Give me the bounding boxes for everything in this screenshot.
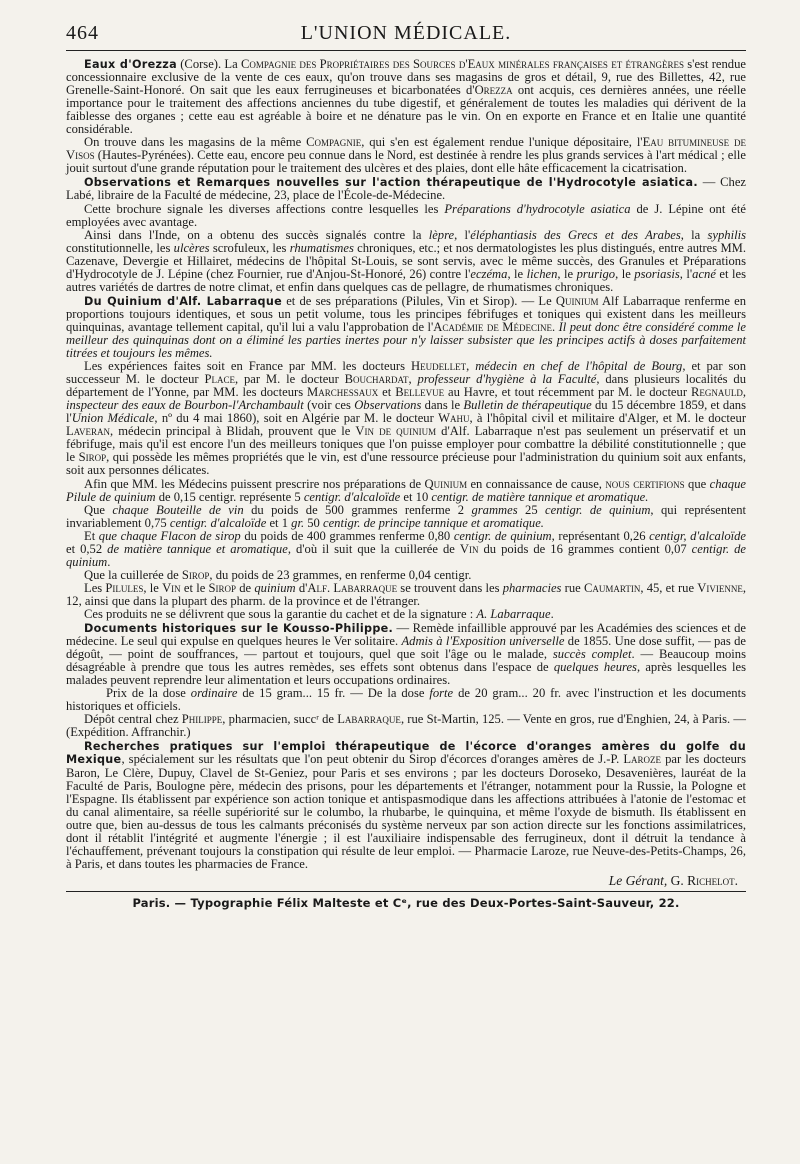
smallcaps: Laroze <box>623 752 662 767</box>
text: d'Alf. Labarraque n'est pas seulement un préservatif et un fébrifuge, mais qu'il est encore l'un des meilleurs toniques que l'on puisse employer pour combattre la débilité constitutionnelle ; que le <box>66 424 746 465</box>
italic: inspecteur des eaux de Bourbon-l'Archambault <box>66 398 304 413</box>
smallcaps: Heudellet <box>410 359 467 374</box>
smallcaps: Pilules <box>105 580 144 595</box>
italic: centigr. d'alcaloïde <box>303 489 401 504</box>
smallcaps: Compagnie des Propriétaires des Sources d'Eaux minérales françaises et étrangères <box>241 57 684 71</box>
smallcaps: Orezza <box>474 83 513 98</box>
text: Cette brochure signale les diverses affections contre lesquelles les <box>84 201 445 216</box>
italic: que chaque Flacon de sirop <box>98 528 241 543</box>
text: Ces produits ne se délivrent que sous la garantie du cachet et de la signature : <box>84 606 477 621</box>
italic: médecin en chef de l'hôpital de Bourg <box>475 359 683 374</box>
text: par les docteurs Baron, Le Clère, Dupuy, Clavel de St-Geniez, pour Paris et ses environs ; par les docteurs Doroseko, Desavenières, lauréat de la Faculté de Paris, Boulogne père, médecin des prisons, pour les départements et l'étranger, notamment pour la Russie, la Pologne et l'Espagne. Ils établissent par expérience son action tonique et antispasmodique dans les affections attribuées à l'atonie de l'estomac et du canal alimentaire, sa réelle supériorité sur le columbo, la rhubarbe, le quinquina, et même l'oxyde de bismuth. Ils établissent en outre que, bien au-dessus de tous les calmants préconisés du système nerveux par son action directe sur les fonctions assimilatrices, dont il rétablit l'intégrité et augmente l'énergie ; il est l'auxiliaire indispensable des ferrugineux, dont il détruit la tendance à l'échauffement, prévenant toujours la constipation qui résulte de leur emploi. — Pharmacie Laroze, rue Neuve-des-Petits-Champs, 26, à Paris, et dans toutes les pharmacies de France. <box>66 752 746 871</box>
paragraph-pharmacies <box>66 582 746 608</box>
footer-rule <box>66 891 746 892</box>
text: , 12, ainsi que dans la plupart des pharm. de la province et de l'étranger. <box>66 580 746 608</box>
text: Alf Labarraque renferme en proportions toujours identiques, et sous un petit volume, tous les principes fébrifuges et toniques qui existent dans les meilleurs quinquinas, avantage tellement capital, qu'il lui a valu l'approbation de l' <box>66 293 746 334</box>
text: , qui possède les mêmes propriétés que le vin, est d'une ressource précieuse pour l'administration du quinium soit aux enfants, soit aux personnes délicates. <box>66 450 746 478</box>
text: de 1855. Une dose suffit, — pas de dégoût, — point de souffrances, — partout et toujours, quel que soit l'âge ou le malade, <box>66 634 746 662</box>
smallcaps: Sirop <box>78 450 107 465</box>
text: , pharmacien, succʳ de <box>222 712 338 727</box>
text: de 20 gram... 20 fr. avec l'instruction et les documents historiques et officiels. <box>66 686 746 714</box>
text: , <box>742 385 746 400</box>
italic: centigr, d'alcaloïde <box>649 528 747 543</box>
text: dans le <box>421 398 464 413</box>
text: et le <box>180 580 209 595</box>
paragraph-experiences <box>66 360 746 477</box>
text: , 45, et rue <box>640 580 698 595</box>
text: du poids de 500 grammes renferme 2 <box>243 502 472 517</box>
text: au Havre, et tout récemment par M. le docteur <box>444 385 691 400</box>
text: Les expériences faites soit en France par MM. les docteurs <box>84 359 411 374</box>
text: Prix de la dose <box>106 686 191 701</box>
italic: gr. <box>291 515 305 530</box>
italic: rhumatismes <box>289 240 354 255</box>
heading-orezza: Eaux d'Orezza <box>84 58 177 71</box>
text: Que <box>84 502 113 517</box>
italic: centigr. de quinium <box>545 502 651 517</box>
text: , à l'hôpital civil et militaire d'Alger, et M. le docteur <box>469 411 747 426</box>
text: et de ses préparations (Pilules, Vin et Sirop). — Le <box>282 293 556 308</box>
text: de 0,15 centigr. représente 5 <box>155 489 304 504</box>
text: , dans plusieurs localités du département de l'Yonne, par MM. les docteurs <box>66 372 746 400</box>
italic: centigr. de principe tannique et aromatique. <box>323 515 544 530</box>
smallcaps: Philippe <box>181 712 223 727</box>
text: On trouve dans les magasins de la même <box>84 135 307 150</box>
text: Et <box>84 528 99 543</box>
text: chroniques, etc.; et nos dermatologistes les plus distingués, entre autres MM. Cazenave, Devergie et Hillairet, médecins de l'hôpital St-Louis, se sont servis, avec le même succès, des Granules et Préparations d'Hydrocotyle de J. Lépine (chez Fournier, rue d'Anjou-St-Honoré, 26) contre l' <box>66 240 746 281</box>
italic: chaque Bouteille de vin <box>112 502 244 517</box>
paragraph-kousso <box>66 622 746 687</box>
text: — Remède infaillible approuvé par les Académies des sciences et de médecine. Le seul qui expulse en quelques heures le Ver solitaire. <box>66 621 746 649</box>
italic: centigr. de matière tannique et aromatique. <box>431 489 649 504</box>
smallcaps: Sirop <box>181 567 210 582</box>
smallcaps: Eau bitumineuse de Visos <box>66 135 746 163</box>
italic: lèpre <box>428 227 455 242</box>
smallcaps: Bellevue <box>395 385 445 400</box>
smallcaps: Place <box>204 372 235 387</box>
paragraph-oranges <box>66 740 746 870</box>
italic: professeur d'hygiène à la Faculté <box>417 372 597 387</box>
text: , du poids de 23 grammes, en renferme 0,04 centigr. <box>209 567 472 582</box>
text: rue <box>561 580 584 595</box>
italic: grammes <box>471 502 518 517</box>
text: , après lesquelles les malades peuvent reprendre leur alimentation et leurs occupations ordinaires. <box>66 660 746 688</box>
signature-name: G. Richelot. <box>670 872 738 888</box>
smallcaps: Alf. Labarraque <box>307 580 398 595</box>
italic: quinium <box>254 580 296 595</box>
text: , par M. le docteur <box>234 372 345 387</box>
text: , l' <box>454 227 471 242</box>
header-rule <box>66 50 746 51</box>
italic: éléphantiasis des Grecs et des Arabes <box>470 227 681 242</box>
text: , <box>408 372 418 387</box>
smallcaps: Marchessaux <box>307 385 379 400</box>
text: et 0,52 <box>66 541 108 556</box>
text: , <box>466 359 476 374</box>
italic: centigr. de quinium <box>66 541 746 569</box>
italic: psoriasis <box>634 266 680 281</box>
italic: eczéma <box>470 266 508 281</box>
text: , qui représentent invariablement 0,75 <box>66 502 746 530</box>
text: de 15 gram... 15 fr. — De la dose <box>237 686 430 701</box>
text: Dépôt central chez <box>84 712 182 727</box>
text: Que la cuillerée de <box>84 567 182 582</box>
paragraph-hydrocotyle-heading <box>66 176 746 202</box>
text: et 10 <box>400 489 432 504</box>
italic: syphilis <box>707 227 746 242</box>
text: , représentant 0,26 <box>551 528 650 543</box>
text: d' <box>295 580 308 595</box>
heading-hydrocotyle: Observations et Remarques nouvelles sur l'action thérapeutique de l'Hydrocotyle asiatica. <box>84 176 698 190</box>
text: . <box>550 606 554 621</box>
paragraph-orezza <box>66 58 746 136</box>
italic: lichen <box>526 266 558 281</box>
smallcaps: Laveran <box>66 424 111 439</box>
paragraph-inde <box>66 229 746 294</box>
smallcaps: Vin de quinium <box>355 424 437 439</box>
article-body <box>66 58 746 871</box>
italic: centigr. de quinium <box>453 528 552 543</box>
italic: Union Médicale <box>71 411 155 426</box>
signature-role: Le Gérant, <box>608 872 668 888</box>
text: , nº du 4 mai 1860), soit en Algérie par M. le docteur <box>154 411 439 426</box>
smallcaps: Labarraque <box>337 712 401 727</box>
italic: Préparations d'hydrocotyle asiatica <box>444 201 631 216</box>
italic: succès complet <box>552 647 632 662</box>
text: de <box>236 580 255 595</box>
running-title: L'UNION MÉDICALE. <box>300 22 512 44</box>
text: ont acquis, ces dernières années, une réelle importance pour le traitement des affections anciennes du tube digestif, et généralement de toutes les maladies qui dérivent de la faiblesse des organes ; cette eau est agréable à boire et ne dénature pas le vin. On en exporte en France et en Italie une quantité considérable. <box>66 83 746 137</box>
text: et les autres variétés de dartres de notre climat, et enfin dans quelques cas de pellagre, de rhumatismes chroniques. <box>66 266 746 294</box>
italic: A. Labarraque <box>476 606 551 621</box>
italic: ulcères <box>173 240 210 255</box>
italic: centigr. d'alcaloïde <box>169 515 267 530</box>
text: du poids de 400 grammes renferme 0,80 <box>240 528 454 543</box>
text: , l' <box>679 266 693 281</box>
text: 25 <box>517 502 546 517</box>
text: . — Beaucoup moins désagréable à prendre que tous les autres remèdes, ses effets sont obtenus dans l'espace de <box>66 647 746 675</box>
smallcaps: Vin <box>162 580 181 595</box>
italic: Observations <box>354 398 422 413</box>
text: en connaissance de cause, <box>467 476 606 491</box>
smallcaps: Vin <box>459 541 479 556</box>
text: , qui s'en est également rendue l'unique dépositaire, l' <box>361 135 643 150</box>
text: , et par son successeur M. le docteur <box>66 359 747 387</box>
smallcaps: nous certifions <box>605 476 685 491</box>
paragraph-visos <box>66 136 746 175</box>
heading-oranges: Recherches pratiques sur l'emploi thérapeutique de l'écorce d'oranges amères du golfe du Mexique <box>66 740 746 767</box>
text: , la <box>680 227 708 242</box>
italic: quelques heures <box>553 660 637 675</box>
text: 50 <box>304 515 323 530</box>
italic: prurigo <box>576 266 616 281</box>
paragraph-brochure <box>66 203 746 229</box>
italic: Il peut donc être considéré comme le meilleur des quinquinas dont on a éliminé les parties inertes pour n'y laisser subsister que les principes actifs à doses parfaitement titrées et toujours les mêmes. <box>66 319 747 361</box>
text: s'est rendue concessionnaire exclusive de la vente de ces eaux, qu'on trouve dans ses magasins de gros et détail, 9, rue des Billettes, 42, rue Grenelle-Saint-Honoré. On sait que les eaux ferrugineuses et bicarbonatées d' <box>66 57 746 98</box>
text: Afin que MM. les Médecins puissent prescrire nos préparations de <box>84 476 425 491</box>
heading-kousso: Documents historiques sur le Kousso-Philippe. <box>84 622 394 636</box>
smallcaps: Bouchardat <box>344 372 409 387</box>
text: scrofuleux, les <box>209 240 290 255</box>
smallcaps: Regnauld <box>690 385 743 400</box>
text: (voir ces <box>303 398 355 413</box>
text: que <box>684 476 710 491</box>
text: . <box>107 554 111 569</box>
text: , le <box>557 266 577 281</box>
smallcaps: Quinium <box>424 476 468 491</box>
smallcaps: Compagnie <box>306 135 362 150</box>
smallcaps: Wahu <box>438 411 470 426</box>
paragraph-cachet <box>66 608 746 621</box>
text: (Hautes-Pyrénées). Cette eau, encore peu connue dans le Nord, est destinée à rendre les plus grands services à l'art médical ; elle jouit surtout d'une grande réputation pour le traitement des ulcères et des plaies, dont elle hâte efficacement la cicatrisation. <box>66 148 746 176</box>
text: se trouvent dans les <box>397 580 503 595</box>
paragraph-prix <box>66 687 746 713</box>
italic: Bulletin de thérapeutique <box>463 398 592 413</box>
text: , le <box>507 266 527 281</box>
text: Les <box>84 580 106 595</box>
heading-quinium: Du Quinium d'Alf. Labarraque <box>84 294 283 308</box>
paragraph-depot <box>66 713 746 739</box>
text: (Corse). La <box>176 57 242 71</box>
text: du poids de 16 grammes contient 0,07 <box>478 541 692 556</box>
smallcaps: Vivienne <box>697 580 743 595</box>
text: , médecin principal à Blidah, prouvent que le <box>110 424 356 439</box>
text: . <box>551 319 559 334</box>
text: constitutionnelle, les <box>66 240 174 255</box>
text: , le <box>143 580 163 595</box>
smallcaps: Sirop <box>208 580 237 595</box>
smallcaps: Académie de Médecine <box>433 319 552 334</box>
text: de J. Lépine ont été employées avec avantage. <box>66 201 746 229</box>
paragraph-quinium <box>66 295 746 360</box>
text: du 15 décembre 1859, et dans l' <box>66 398 746 426</box>
page-header <box>66 22 746 44</box>
text: et <box>378 385 396 400</box>
text: et 1 <box>266 515 292 530</box>
signature <box>66 873 746 889</box>
italic: forte <box>429 686 454 701</box>
italic: acné <box>692 266 716 281</box>
text: , d'où il suit que la cuillerée de <box>287 541 460 556</box>
italic: chaque Pilule de quinium <box>66 476 746 504</box>
smallcaps: Quinium <box>555 293 599 308</box>
smallcaps: Caumartin <box>583 580 641 595</box>
text: , le <box>615 266 635 281</box>
text: Ainsi dans l'Inde, on a obtenu des succès signalés contre la <box>84 227 429 242</box>
paragraph-certification <box>66 478 746 504</box>
paragraph-flacon <box>66 530 746 569</box>
page-number: 464 <box>66 22 99 44</box>
italic: pharmacies <box>502 580 562 595</box>
text: , rue St-Martin, 125. — Vente en gros, rue d'Enghien, 24, à Paris. — (Expédition. Affranchir.) <box>66 712 747 740</box>
text: , spécialement sur les résultats que l'on peut obtenir du Sirop d'écorces d'oranges amères de J.-P. <box>121 752 624 767</box>
printer-imprint: Paris. — Typographie Félix Malteste et Cᵉ, rue des Deux-Portes-Saint-Sauveur, 22. <box>132 895 680 910</box>
italic: de matière tannique et aromatique <box>107 541 288 556</box>
text: — Chez Labé, libraire de la Faculté de médecine, 23, place de l'École-de-Médecine. <box>66 175 746 203</box>
italic: Admis à l'Exposition universelle <box>401 634 565 649</box>
paragraph-bouteille <box>66 504 746 530</box>
italic: ordinaire <box>190 686 238 701</box>
